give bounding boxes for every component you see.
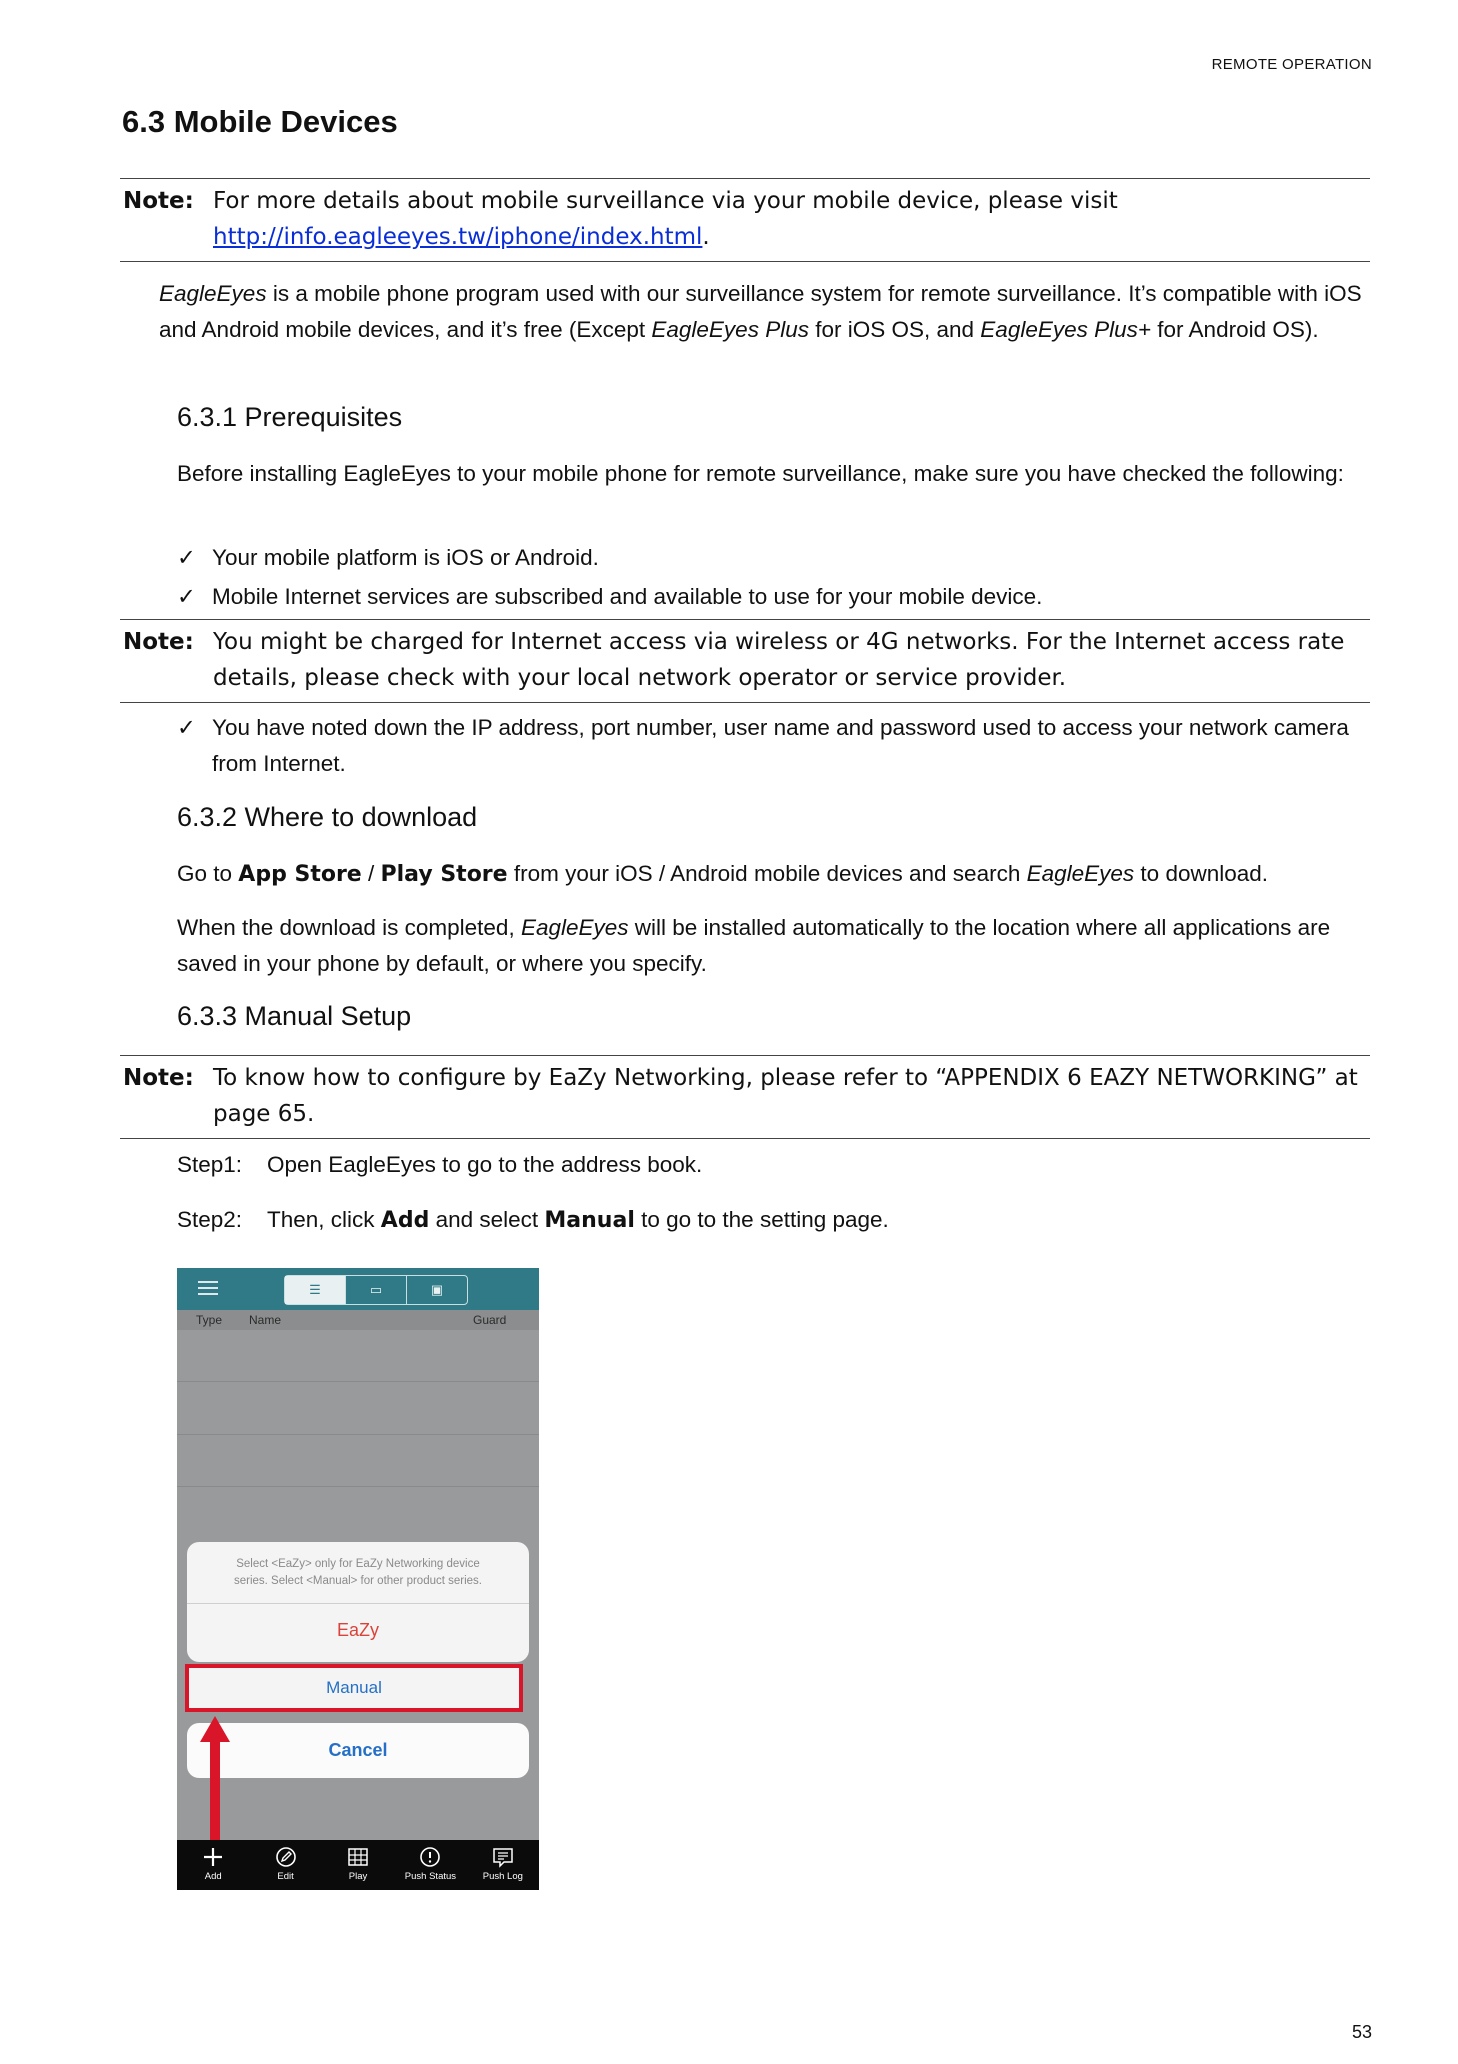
download-paragraph xyxy=(177,856,1387,893)
cancel-button[interactable]: Cancel xyxy=(187,1723,529,1778)
tab-label: Edit xyxy=(277,1871,294,1882)
subsection-title-prerequisites: 6.3.1 Prerequisites xyxy=(177,402,403,432)
tab-push-log[interactable] xyxy=(467,1840,539,1890)
checkmark-icon: ✓ xyxy=(177,715,196,740)
sheet-msg-line: series. Select <Manual> for other product series. xyxy=(233,1575,482,1587)
tab-label: Add xyxy=(204,1871,222,1882)
intro-text: is a mobile phone program used with our surveillance system for remote surveillance. It’s compatible with iOS and Android mobile devices, and it’s free (Except xyxy=(159,281,1362,342)
text: When the download is completed, xyxy=(177,915,521,940)
app-plusplus-name: EagleEyes Plus+ xyxy=(980,317,1152,342)
phone-screenshot xyxy=(177,1268,539,1890)
action-sheet xyxy=(187,1542,529,1662)
intro-text: for iOS OS, and xyxy=(808,317,981,342)
running-header: REMOTE OPERATION xyxy=(1211,56,1372,73)
note-box xyxy=(120,178,1370,262)
col-guard: Guard xyxy=(473,1313,507,1327)
app-topbar xyxy=(177,1268,539,1310)
step-text: to go to the setting page. xyxy=(634,1207,889,1232)
note-text: To know how to configure by EaZy Networking, please refer to “APPENDIX 6 EAZY NETWORKING” at page 65. xyxy=(213,1065,1358,1127)
col-name: Name xyxy=(249,1313,282,1327)
step-text: Then, click xyxy=(267,1207,381,1232)
tab-label: Push Log xyxy=(482,1871,523,1882)
add-label: Add xyxy=(380,1208,430,1233)
menu-icon[interactable] xyxy=(198,1281,218,1295)
tab-push-status[interactable] xyxy=(394,1840,466,1890)
col-type: Type xyxy=(196,1313,223,1327)
check-text: You have noted down the IP address, port number, user name and password used to access your network camera from Internet. xyxy=(212,715,1349,776)
tab-label: Play xyxy=(348,1871,368,1882)
check-text: Your mobile platform is iOS or Android. xyxy=(212,545,599,570)
step-label: Step1: xyxy=(177,1152,243,1177)
text: will be installed automatically to the location where all applications are saved in your phone by default, or where you specify. xyxy=(177,915,1331,976)
check-text: Mobile Internet services are subscribed and available to use for your mobile device. xyxy=(212,584,1043,609)
play-grid-icon xyxy=(346,1846,370,1868)
note-box xyxy=(120,619,1370,703)
sheet-msg-line: Select <EaZy> only for EaZy Networking device xyxy=(236,1558,480,1570)
row-divider xyxy=(177,1381,539,1382)
manual-option[interactable]: Manual xyxy=(185,1664,523,1712)
note-label: Note: xyxy=(123,188,194,214)
address-book-header xyxy=(177,1310,539,1330)
prerequisites-paragraph: Before installing EagleEyes to your mobile phone for remote surveillance, make sure you have checked the following: xyxy=(177,461,1344,486)
step-2 xyxy=(177,1202,889,1239)
note-box xyxy=(120,1055,1370,1139)
text: Go to xyxy=(177,861,239,886)
row-divider xyxy=(177,1486,539,1487)
text: from your iOS / Android mobile devices and search xyxy=(507,861,1027,886)
check-item xyxy=(177,710,1371,782)
note-label: Note: xyxy=(123,629,194,655)
tab-play[interactable] xyxy=(322,1840,394,1890)
app-plus-name: EagleEyes Plus xyxy=(651,317,809,342)
favorite-view-icon[interactable]: ▣ xyxy=(430,1282,444,1297)
text: to download. xyxy=(1134,861,1269,886)
action-sheet-message xyxy=(187,1542,529,1590)
alert-icon xyxy=(418,1846,442,1868)
install-paragraph xyxy=(177,910,1377,982)
check-item xyxy=(177,540,1371,576)
manual-label: Manual xyxy=(544,1208,635,1233)
check-item xyxy=(177,579,1371,615)
bottom-toolbar xyxy=(177,1840,539,1890)
sheet-divider xyxy=(187,1603,529,1604)
checkmark-icon: ✓ xyxy=(177,545,196,570)
row-divider xyxy=(177,1434,539,1435)
plus-icon xyxy=(201,1846,225,1868)
note-label: Note: xyxy=(123,1065,194,1091)
intro-paragraph xyxy=(159,276,1371,348)
log-icon xyxy=(491,1846,515,1868)
app-name: EagleEyes xyxy=(1026,861,1135,886)
note-text: You might be charged for Internet access via wireless or 4G networks. For the Internet access rate details, please check with your local network operator or service provider. xyxy=(213,629,1345,691)
red-arrow-icon xyxy=(200,1716,230,1842)
step-text: and select xyxy=(429,1207,545,1232)
tab-label: Push Status xyxy=(404,1871,457,1882)
app-name: EagleEyes xyxy=(159,281,267,306)
step-label: Step2: xyxy=(177,1207,243,1232)
note-text: For more details about mobile surveillance via your mobile device, please visit xyxy=(213,188,1118,214)
list-view-icon[interactable]: ☰ xyxy=(285,1276,346,1304)
play-store-label: Play Store xyxy=(380,862,508,887)
section-title: 6.3 Mobile Devices xyxy=(122,104,398,139)
step-1 xyxy=(177,1147,702,1183)
subsection-title-manual-setup: 6.3.3 Manual Setup xyxy=(177,1001,412,1031)
view-segmented-control xyxy=(284,1275,468,1305)
app-name: EagleEyes xyxy=(520,915,629,940)
app-store-label: App Store xyxy=(238,862,362,887)
note-period: . xyxy=(702,224,710,250)
tab-add[interactable] xyxy=(177,1840,249,1890)
folder-view-icon[interactable]: ▭ xyxy=(346,1276,407,1304)
eazy-option[interactable]: EaZy xyxy=(336,1620,379,1640)
page-number: 53 xyxy=(1351,2022,1372,2042)
text: / xyxy=(361,861,381,886)
intro-text: for Android OS). xyxy=(1151,317,1319,342)
step-text: Open EagleEyes to go to the address book. xyxy=(267,1152,703,1177)
checkmark-icon: ✓ xyxy=(177,584,196,609)
edit-icon xyxy=(274,1846,298,1868)
eagleeyes-link[interactable]: http://info.eagleeyes.tw/iphone/index.html xyxy=(213,224,703,250)
subsection-title-download: 6.3.2 Where to download xyxy=(177,802,478,832)
tab-edit[interactable] xyxy=(249,1840,321,1890)
